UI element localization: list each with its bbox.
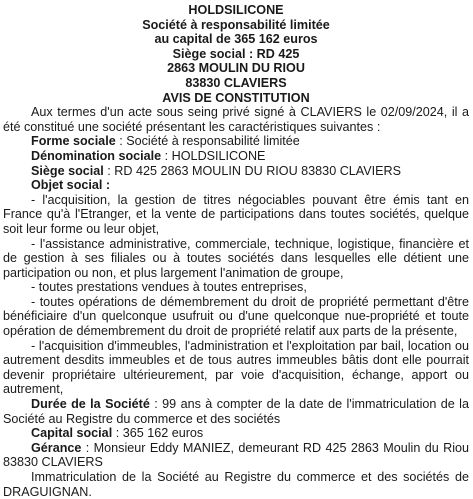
gerance-value: : Monsieur Eddy MANIEZ, demeurant RD 425 2863 Moulin du Riou 83830 CLAVIERS <box>3 440 469 470</box>
capital-social <box>3 426 469 441</box>
forme-sociale <box>3 134 469 149</box>
objet-suffix: : <box>102 178 111 193</box>
siege-label: Siège social <box>31 163 104 178</box>
company-form: Société à responsabilité limitée <box>142 17 330 32</box>
objet-item: - l'acquisition, la gestion de titres négociables pouvant être émis tant en France qu'à l'Etranger, et la vente de participations dans toutes sociétés, quelque soit leur forme ou leur objet, <box>3 192 469 236</box>
company-seat: Siège social : RD 425 <box>172 46 300 61</box>
duree-value: : 99 ans à compter de la date de l'immatriculation de la Société au Registre du commerce et des sociétés <box>3 397 469 426</box>
immatriculation-paragraph: Immatriculation de la Société au Registre du commerce et des sociétés de DRAGUIGNAN. <box>3 470 469 499</box>
objet-social <box>3 178 469 193</box>
forme-value: : Société à responsabilité limitée <box>115 134 300 149</box>
capital-label: Capital social <box>31 426 113 441</box>
intro-paragraph: Aux termes d'un acte sous seing privé signé à CLAVIERS le 02/09/2024, il a été constitué une société présentant les caractéristiques suivantes : <box>3 105 469 134</box>
denomination-label: Dénomination sociale <box>31 148 162 163</box>
objet-item: - l'acquisition d'immeubles, l'administration et l'exploitation par bail, location ou autrement desdits immeubles et de tous autres immeubles bâtis dont elle pourrait devenir propriétaire ultérieurement, par voie d'acquisition, échange, apport ou autrement, <box>3 338 469 397</box>
company-name: HOLDSILICONE <box>188 3 284 17</box>
denomination-sociale <box>3 149 469 164</box>
objet-item: - toutes prestations vendues à toutes entreprises, <box>31 280 307 295</box>
siege-social <box>3 164 469 179</box>
company-city: 83830 CLAVIERS <box>185 75 287 90</box>
siege-value: : RD 425 2863 MOULIN DU RIOU 83830 CLAVIERS <box>103 163 402 178</box>
objet-label: Objet social <box>31 178 103 193</box>
duree-societe <box>3 397 469 426</box>
duree-label: Durée de la Société <box>31 397 150 412</box>
notice-header <box>3 3 469 105</box>
gerance <box>3 441 469 470</box>
denomination-value: : HOLDSILICONE <box>161 148 266 163</box>
forme-label: Forme sociale <box>31 134 116 149</box>
notice-title: AVIS DE CONSTITUTION <box>162 90 310 105</box>
objet-item: - l'assistance administrative, commerciale, technique, logistique, financière et de gestion à ses filiales ou à toutes sociétés dans lesquelles elle détient une participation ou non, et plus largement l'animation de groupe, <box>3 236 469 280</box>
company-address: 2863 MOULIN DU RIOU <box>167 61 305 76</box>
company-capital: au capital de 365 162 euros <box>154 32 318 47</box>
capital-value: : 365 162 euros <box>112 426 204 441</box>
gerance-label: Gérance <box>31 440 82 455</box>
objet-item: - toutes opérations de démembrement du droit de propriété permettant d'être bénéficiaire d'un quelconque usufruit ou d'une quelconque nue-propriété et toute opération de démembrement du droit de propriété relatif aux parts de la présente, <box>3 294 469 339</box>
